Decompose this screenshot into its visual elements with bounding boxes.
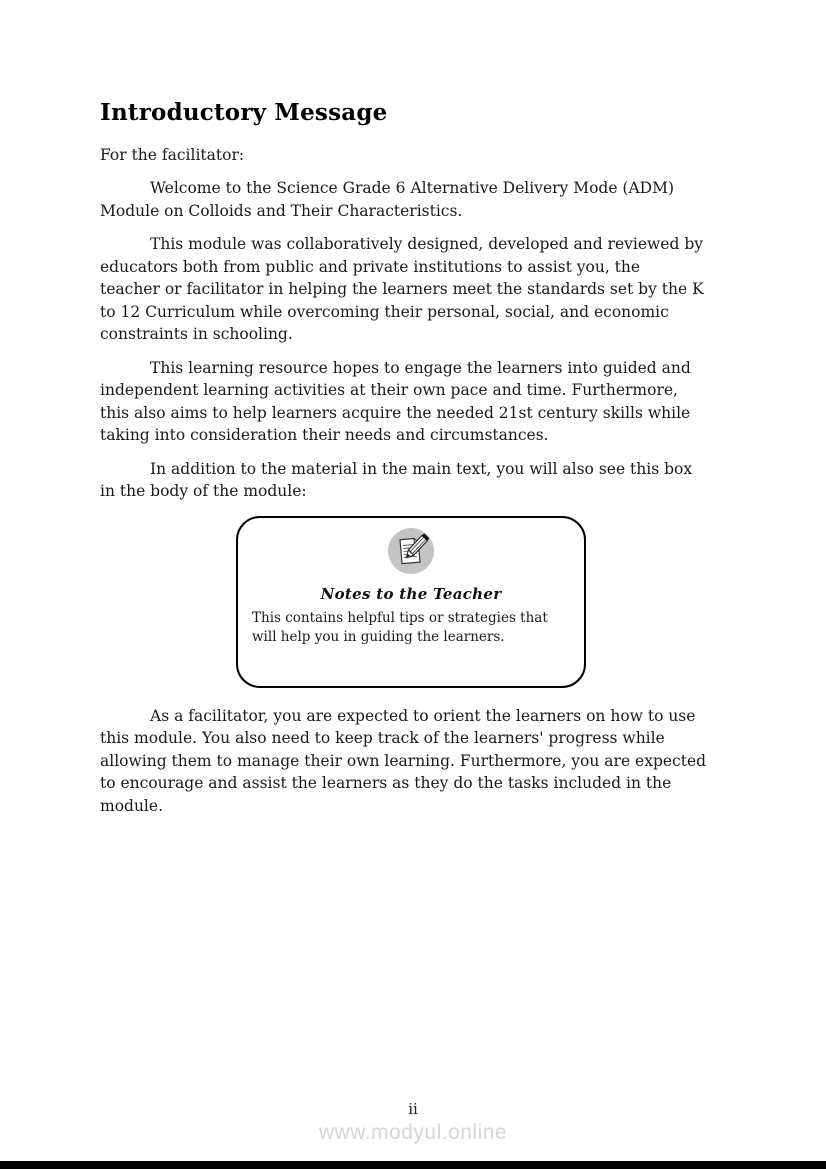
paragraph-line: module. <box>100 796 163 815</box>
note-box-body <box>238 604 584 648</box>
bottom-scan-bar <box>0 1161 826 1169</box>
paragraph-line: this module. You also need to keep track of the learners' progress while <box>100 729 665 747</box>
note-box-heading: Notes to the Teacher <box>320 584 502 603</box>
paragraph-line: Welcome to the Science Grade 6 Alternative Delivery Mode (ADM) <box>150 179 675 197</box>
paragraph-line: Module on Colloids and Their Characteristics. <box>100 201 463 220</box>
note-box-line: will help you in guiding the learners. <box>252 629 505 645</box>
watermark-text: www.modyul.online <box>318 1121 508 1144</box>
paragraph-line: In addition to the material in the main text, you will also see this box <box>150 459 693 478</box>
notepad-pencil-icon <box>387 527 435 575</box>
notes-to-teacher-box <box>236 516 586 688</box>
paragraph-line: to 12 Curriculum while overcoming their personal, social, and economic <box>100 302 669 321</box>
paragraph-line: this also aims to help learners acquire the needed 21st century skills while <box>100 403 691 422</box>
paragraph-learning-resource <box>100 357 726 447</box>
note-box-line: This contains helpful tips or strategies that <box>252 609 548 626</box>
paragraph-line: educators both from public and private institutions to assist you, the <box>100 257 641 276</box>
paragraph-line: independent learning activities at their own pace and time. Furthermore, <box>100 381 678 399</box>
paragraph-line: allowing them to manage their own learning. Furthermore, you are expected <box>100 751 707 770</box>
paragraph-line: to encourage and assist the learners as they do the tasks included in the <box>100 774 672 792</box>
paragraph-line: As a facilitator, you are expected to orient the learners on how to use <box>150 706 696 725</box>
paragraph-module-design <box>100 233 726 346</box>
note-icon-wrap <box>238 527 584 575</box>
page-number: ii <box>408 1100 418 1118</box>
paragraph-welcome <box>100 177 726 222</box>
salutation-text: For the facilitator: <box>100 146 245 164</box>
paragraph-line: This learning resource hopes to engage the learners into guided and <box>150 358 691 377</box>
page-title: Introductory Message <box>100 99 388 126</box>
paragraph-line: constraints in schooling. <box>100 325 293 343</box>
paragraph-in-addition <box>100 458 726 503</box>
paragraph-line: in the body of the module: <box>100 482 307 500</box>
paragraph-line: This module was collaboratively designed, developed and reviewed by <box>150 235 703 253</box>
paragraph-line: taking into consideration their needs and circumstances. <box>100 426 549 444</box>
paragraph-as-facilitator <box>100 705 726 818</box>
page-body <box>100 0 726 828</box>
paragraph-line: teacher or facilitator in helping the learners meet the standards set by the K <box>100 280 704 298</box>
